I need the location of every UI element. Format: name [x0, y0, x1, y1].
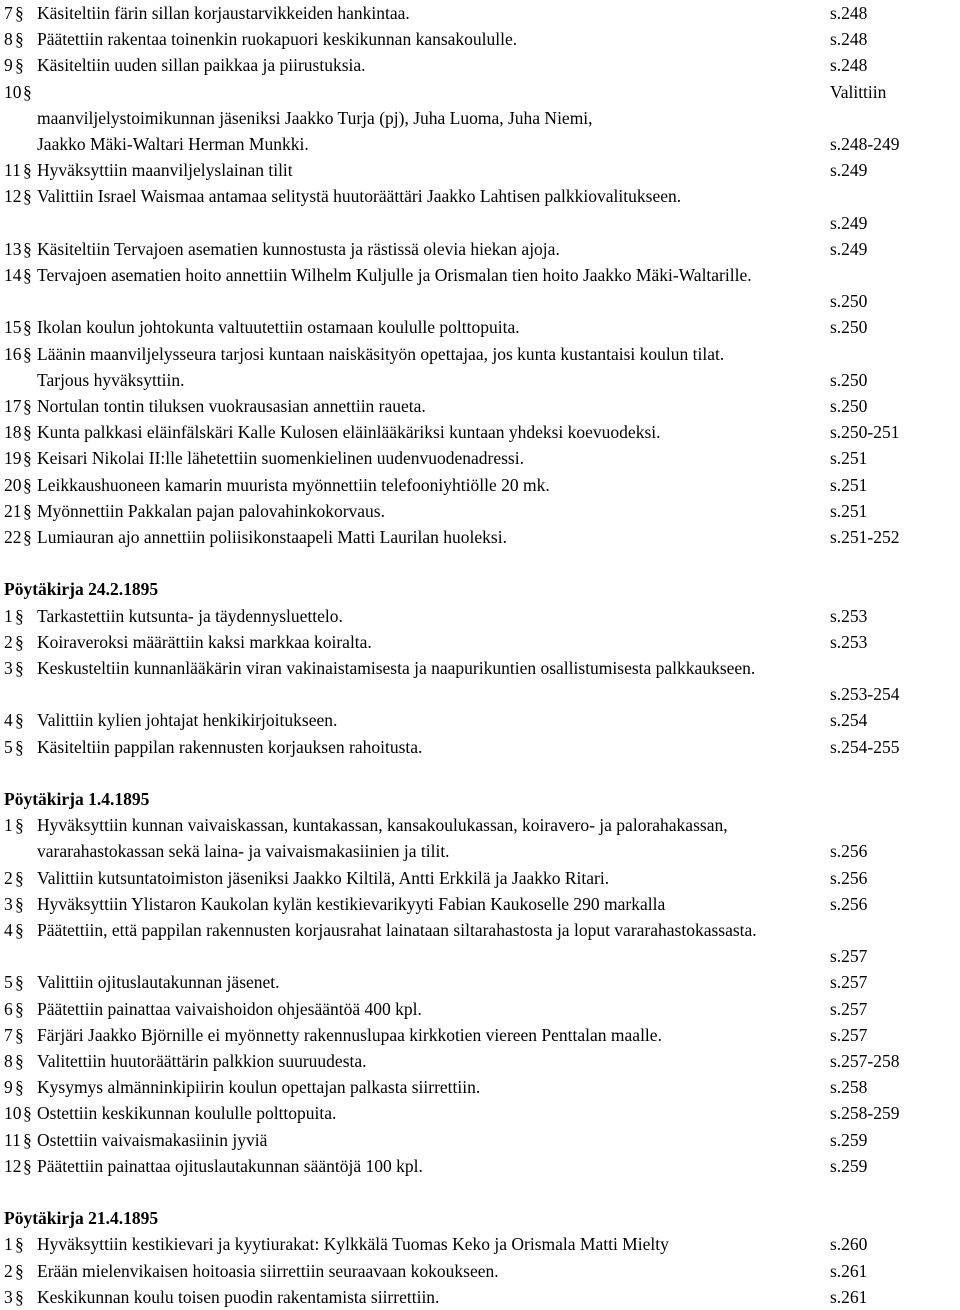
page-reference: s.253 [830, 631, 868, 652]
section-sign-icon: § [15, 658, 24, 678]
list-item [4, 367, 960, 393]
list-item [4, 524, 960, 550]
section-sign-icon: § [23, 160, 32, 181]
list-item [4, 1100, 960, 1126]
list-item [4, 917, 960, 943]
section-sign-icon: § [15, 29, 24, 50]
page-reference: s.254 [830, 710, 868, 731]
section-sign-icon: § [15, 1234, 24, 1255]
item-text: Nortulan tontin tiluksen vuokrausasian annettiin raueta. [37, 396, 426, 416]
section-sign-icon: § [23, 422, 32, 443]
list-item [4, 996, 960, 1022]
item-text: Keskikunnan koulu toisen puodin rakentamista siirrettiin. [37, 1286, 440, 1307]
list-item [4, 943, 960, 969]
item-text: Hyväksyttiin Ylistaron Kaukolan kylän kestikievarikyyti Fabian Kaukoselle 290 markalla [37, 893, 666, 914]
item-number: 8 [4, 29, 13, 50]
list-item [4, 1231, 960, 1257]
section-sign-icon: § [23, 500, 32, 521]
item-text: Valittiin kutsuntatoimiston jäseniksi Jaakko Kiltilä, Antti Erkkilä ja Jaakko Ritari. [37, 867, 610, 888]
list-item [4, 0, 960, 26]
list-item [4, 393, 960, 419]
item-text: Päätettiin painattaa vaivaishoidon ohjesääntöä 400 kpl. [37, 998, 422, 1019]
item-number: 20 [4, 474, 22, 495]
item-text: Käsiteltiin uuden sillan paikkaa ja piirustuksia. [37, 55, 366, 76]
item-number: 15 [4, 317, 22, 338]
item-number: 18 [4, 422, 22, 443]
page-reference: s.259 [830, 1129, 868, 1150]
item-number: 2 [4, 867, 13, 888]
section-sign-icon: § [23, 1129, 32, 1150]
list-item [4, 105, 960, 131]
section-sign-icon: § [15, 815, 24, 836]
section-heading: Pöytäkirja 1.4.1895 [4, 789, 150, 809]
list-item [4, 734, 960, 760]
item-text: Käsiteltiin pappilan rakennusten korjauksen rahoitusta. [37, 736, 423, 757]
item-text: Valitettiin huutoräättärin palkkion suuruudesta. [37, 1051, 367, 1071]
page-reference: s.250 [830, 396, 868, 416]
list-item [4, 445, 960, 471]
page-reference: s.256 [830, 893, 868, 914]
item-number: 2 [4, 631, 13, 652]
item-text: Ikolan koulun johtokunta valtuutettiin ostamaan koululle polttopuita. [37, 317, 520, 338]
list-item [4, 341, 960, 367]
item-text: Koiraveroksi määrättiin kaksi markkaa koiralta. [37, 631, 372, 652]
section-sign-icon: § [15, 605, 24, 626]
page-reference: s.261 [830, 1286, 868, 1307]
list-item [4, 472, 960, 498]
item-number: 22 [4, 527, 22, 547]
item-number: 3 [4, 893, 13, 914]
section-sign-icon: § [23, 265, 32, 285]
list-item [4, 419, 960, 445]
section-sign-icon: § [23, 81, 32, 102]
page-reference: s.258-259 [830, 1103, 900, 1124]
page-reference: s.260 [830, 1234, 868, 1255]
item-number: 3 [4, 1286, 13, 1307]
item-text: Läänin maanviljelysseura tarjosi kuntaan naiskäsityön opettajaa, jos kunta kustantaisi koulun tilat. [37, 343, 725, 364]
item-text: Leikkaushuoneen kamarin muurista myönnettiin telefooniyhtiölle 20 mk. [37, 474, 550, 495]
item-number: 10 [4, 81, 22, 102]
page-reference: s.257-258 [830, 1051, 900, 1071]
list-item [4, 210, 960, 236]
item-number: 11 [4, 1129, 21, 1150]
item-text: Hyväksyttiin maanviljelyslainan tilit [37, 160, 293, 181]
page-reference: s.254-255 [830, 736, 900, 757]
item-text: Päätettiin, että pappilan rakennusten korjausrahat lainataan siltarahastosta ja loput vararahastokassasta. [37, 920, 757, 940]
item-text: Päätettiin painattaa ojituslautakunnan sääntöjä 100 kpl. [37, 1155, 423, 1176]
section-sign-icon: § [15, 893, 24, 914]
page-reference: s.251-252 [830, 527, 900, 547]
page-reference: s.257 [830, 998, 868, 1019]
list-item [4, 681, 960, 707]
list-item [4, 629, 960, 655]
item-number: 7 [4, 3, 13, 23]
item-number: 21 [4, 500, 22, 521]
list-item [4, 655, 960, 681]
item-text: Käsiteltiin färin sillan korjaustarvikkeiden hankintaa. [37, 3, 410, 23]
item-text: Ostettiin keskikunnan koululle polttopuita. [37, 1103, 337, 1124]
page-reference: s.257 [830, 1024, 868, 1045]
list-item [4, 262, 960, 288]
section-sign-icon: § [23, 527, 32, 547]
section-sign-icon: § [15, 1051, 24, 1071]
item-number: 7 [4, 1024, 13, 1045]
section-sign-icon: § [15, 3, 24, 23]
page-reference: s.249 [830, 238, 868, 259]
item-text: Kysymys almänninkipiirin koulun opettajan palkasta siirrettiin. [37, 1077, 481, 1098]
page-reference: s.250-251 [830, 422, 900, 443]
section-sign-icon: § [15, 1286, 24, 1307]
item-number: 9 [4, 55, 13, 76]
list-item [4, 969, 960, 995]
item-text: Lumiauran ajo annettiin poliisikonstaapeli Matti Laurilan huoleksi. [37, 527, 507, 547]
section-sign-icon: § [23, 317, 32, 338]
list-item [4, 236, 960, 262]
section-sign-icon: § [23, 343, 32, 364]
item-number: 12 [4, 1155, 22, 1176]
page-reference: s.253 [830, 605, 868, 626]
item-text: Myönnettiin Pakkalan pajan palovahinkokorvaus. [37, 500, 385, 521]
section-sign-icon: § [15, 1024, 24, 1045]
list-item [4, 1074, 960, 1100]
item-text: Hyväksyttiin kunnan vaivaiskassan, kuntakassan, kansakoulukassan, koiravero- ja palorahakassan, [37, 815, 728, 836]
section-sign-icon: § [23, 1155, 32, 1176]
item-text: Jaakko Mäki-Waltari Herman Munkki. [37, 134, 309, 154]
page-reference: s.248 [830, 29, 868, 50]
list-item [4, 79, 960, 105]
item-text: Valittiin Israel Waismaa antamaa selitystä huutoräättäri Jaakko Lahtisen palkkiovalitukseen. [37, 186, 682, 207]
item-number: 3 [4, 658, 13, 678]
item-text: Tarkastettiin kutsunta- ja täydennysluettelo. [37, 605, 343, 626]
page-reference: s.253-254 [830, 684, 900, 705]
page-reference: Valittiin [830, 81, 887, 102]
list-item [4, 1048, 960, 1074]
list-item [4, 838, 960, 864]
item-number: 17 [4, 396, 22, 416]
item-text: Käsiteltiin Tervajoen asematien kunnostusta ja rästissä olevia hiekan ajoja. [37, 238, 560, 259]
item-text: Päätettiin rakentaa toinenkin ruokapuori keskikunnan kansakoululle. [37, 29, 518, 50]
page-reference: s.258 [830, 1077, 868, 1098]
item-number: 6 [4, 998, 13, 1019]
page-reference: s.257 [830, 946, 868, 967]
section-sign-icon: § [15, 1077, 24, 1098]
item-text: Ostettiin vaivaismakasiinin jyviä [37, 1129, 268, 1150]
section-sign-icon: § [23, 474, 32, 495]
section-heading: Pöytäkirja 24.2.1895 [4, 579, 159, 600]
list-item [4, 131, 960, 157]
item-number: 9 [4, 1077, 13, 1098]
page-reference: s.250 [830, 369, 868, 390]
list-item [4, 26, 960, 52]
item-text: Valittiin kylien johtajat henkikirjoitukseen. [37, 710, 338, 731]
item-text: Keskusteltiin kunnanlääkärin viran vakinaistamisesta ja naapurikuntien osallistumisesta palkkaukseen. [37, 658, 756, 678]
item-number: 16 [4, 343, 22, 364]
list-item [4, 1127, 960, 1153]
list-item [4, 52, 960, 78]
list-item [4, 288, 960, 314]
item-text: vararahastokassan sekä laina- ja vaivaismakasiinien ja tilit. [37, 841, 450, 862]
item-text: Valittiin ojituslautakunnan jäsenet. [37, 972, 280, 993]
item-number: 13 [4, 238, 22, 259]
item-text: Tervajoen asematien hoito annettiin Wilhelm Kuljulle ja Orismalan tien hoito Jaakko Mäki-Waltarille. [37, 265, 752, 285]
section-sign-icon: § [15, 998, 24, 1019]
section-sign-icon: § [15, 867, 24, 888]
item-number: 2 [4, 1260, 13, 1281]
item-number: 10 [4, 1103, 22, 1124]
item-text: maanviljelystoimikunnan jäseniksi Jaakko Turja (pj), Juha Luoma, Juha Niemi, [37, 107, 593, 128]
item-number: 4 [4, 710, 13, 731]
page-reference: s.261 [830, 1260, 868, 1281]
page-reference: s.249 [830, 160, 868, 181]
page-reference: s.248 [830, 3, 868, 23]
item-number: 11 [4, 160, 21, 181]
page-reference: s.251 [830, 500, 868, 521]
section-sign-icon: § [23, 238, 32, 259]
section-sign-icon: § [15, 55, 24, 76]
item-number: 8 [4, 1051, 13, 1071]
section-sign-icon: § [15, 1260, 24, 1281]
list-item [4, 812, 960, 838]
page-reference: s.250 [830, 317, 868, 338]
page-reference: s.249 [830, 212, 868, 233]
list-item [4, 1153, 960, 1179]
list-item [4, 183, 960, 209]
item-text: Kunta palkkasi eläinfälskäri Kalle Kulosen eläinlääkäriksi kuntaan yhdeksi koevuodeksi. [37, 422, 661, 443]
page-reference: s.248-249 [830, 134, 900, 154]
item-number: 1 [4, 1234, 13, 1255]
section-sign-icon: § [15, 972, 24, 993]
section-sign-icon: § [23, 448, 32, 469]
item-number: 19 [4, 448, 22, 469]
list-item [4, 891, 960, 917]
page-reference: s.251 [830, 474, 868, 495]
item-number: 5 [4, 736, 13, 757]
item-text: Hyväksyttiin kestikievari ja kyytiurakat: Kylkkälä Tuomas Keko ja Orismala Matti Mielty [37, 1234, 669, 1255]
item-number: 1 [4, 815, 13, 836]
section-sign-icon: § [23, 1103, 32, 1124]
section-sign-icon: § [15, 920, 24, 940]
item-number: 14 [4, 265, 22, 285]
item-text: Erään mielenvikaisen hoitoasia siirrettiin seuraavaan kokoukseen. [37, 1260, 499, 1281]
section-sign-icon: § [23, 396, 32, 416]
section-sign-icon: § [15, 736, 24, 757]
list-item [4, 157, 960, 183]
list-item [4, 1284, 960, 1310]
item-text: Färjäri Jaakko Björnille ei myönnetty rakennuslupaa kirkkotien viereen Penttalan maalle. [37, 1024, 662, 1045]
item-number: 12 [4, 186, 22, 207]
page-reference: s.257 [830, 972, 868, 993]
list-item [4, 498, 960, 524]
item-number: 5 [4, 972, 13, 993]
item-text: Keisari Nikolai II:lle lähetettiin suomenkielinen uudenvuodenadressi. [37, 448, 524, 469]
page-reference: s.256 [830, 841, 868, 862]
list-item [4, 1022, 960, 1048]
list-item [4, 865, 960, 891]
section-sign-icon: § [23, 186, 32, 207]
page-reference: s.248 [830, 55, 868, 76]
section-heading: Pöytäkirja 21.4.1895 [4, 1208, 159, 1229]
list-item [4, 314, 960, 340]
item-number: 4 [4, 920, 13, 940]
list-item [4, 1258, 960, 1284]
page-reference: s.259 [830, 1155, 868, 1176]
item-number: 1 [4, 605, 13, 626]
list-item [4, 707, 960, 733]
section-sign-icon: § [15, 710, 24, 731]
list-item [4, 603, 960, 629]
page-reference: s.256 [830, 867, 868, 888]
item-text: Tarjous hyväksyttiin. [37, 369, 185, 390]
section-sign-icon: § [15, 631, 24, 652]
page-reference: s.251 [830, 448, 868, 469]
page-reference: s.250 [830, 291, 868, 312]
